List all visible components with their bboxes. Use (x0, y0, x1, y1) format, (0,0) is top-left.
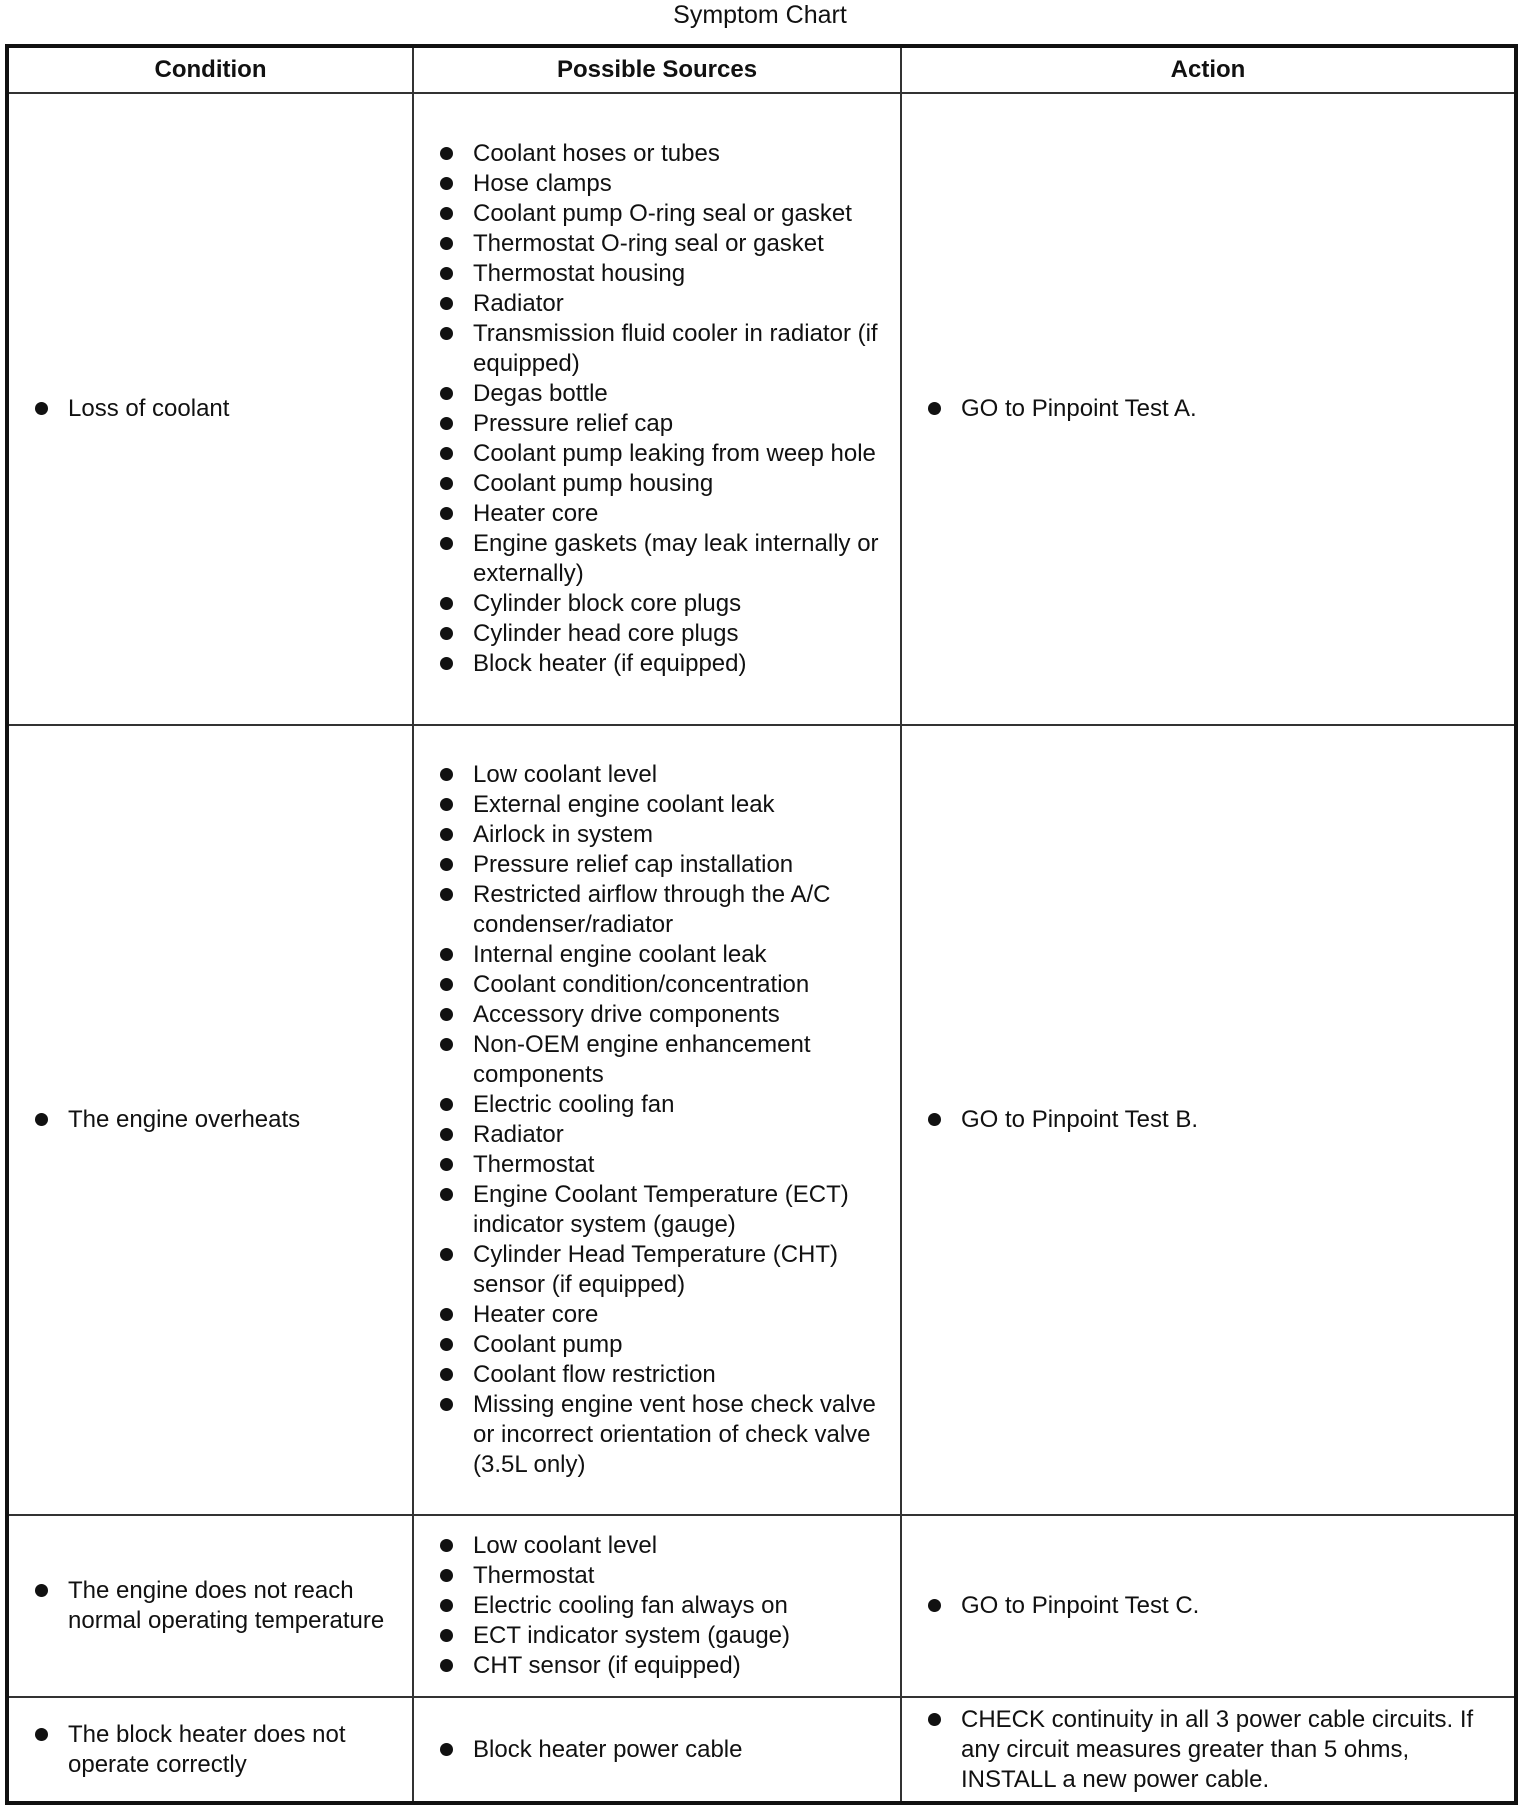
source-item: External engine coolant leak (440, 790, 892, 820)
source-item: Heater core (440, 499, 892, 529)
page-title: Symptom Chart (673, 1, 847, 29)
source-item: Coolant condition/concentration (440, 970, 892, 1000)
source-item: Engine gaskets (may leak internally or externally) (440, 529, 892, 589)
source-item: Pressure relief cap installation (440, 850, 892, 880)
action-text: GO to Pinpoint Test B. (928, 1105, 1502, 1135)
action-cell (901, 725, 1516, 1515)
table-row (7, 1697, 1516, 1803)
action-text: GO to Pinpoint Test A. (928, 394, 1502, 424)
source-item: Degas bottle (440, 379, 892, 409)
sources-cell (413, 725, 901, 1515)
sources-cell (413, 93, 901, 725)
action-cell (901, 1697, 1516, 1803)
header-action: Action (901, 46, 1516, 93)
source-item: Block heater power cable (440, 1735, 892, 1765)
source-item: Non-OEM engine enhancement components (440, 1030, 892, 1090)
source-item: Cylinder block core plugs (440, 589, 892, 619)
action-text: CHECK continuity in all 3 power cable circuits. If any circuit measures greater than 5 ohms, INSTALL a new power cable. (928, 1705, 1502, 1795)
condition-text: The engine overheats (35, 1105, 402, 1135)
source-item: Coolant pump O-ring seal or gasket (440, 199, 892, 229)
source-item: Missing engine vent hose check valve or incorrect orientation of check valve (3.5L only) (440, 1390, 892, 1480)
condition-text: Loss of coolant (35, 394, 402, 424)
source-item: Coolant pump (440, 1330, 892, 1360)
table-row (7, 725, 1516, 1515)
source-item: Radiator (440, 1120, 892, 1150)
source-item: Accessory drive components (440, 1000, 892, 1030)
condition-cell (7, 93, 413, 725)
action-cell (901, 1515, 1516, 1697)
source-item: Electric cooling fan always on (440, 1591, 892, 1621)
source-item: Heater core (440, 1300, 892, 1330)
symptom-chart-table (5, 44, 1518, 1805)
source-item: Airlock in system (440, 820, 892, 850)
source-item: Thermostat (440, 1150, 892, 1180)
source-item: Coolant pump leaking from weep hole (440, 439, 892, 469)
source-item: Electric cooling fan (440, 1090, 892, 1120)
source-item: Radiator (440, 289, 892, 319)
source-item: Pressure relief cap (440, 409, 892, 439)
condition-cell (7, 725, 413, 1515)
source-item: Restricted airflow through the A/C condenser/radiator (440, 880, 892, 940)
source-item: Thermostat housing (440, 259, 892, 289)
source-item: Block heater (if equipped) (440, 649, 892, 679)
source-item: Transmission fluid cooler in radiator (if equipped) (440, 319, 892, 379)
header-possible-sources: Possible Sources (413, 46, 901, 93)
source-item: Cylinder Head Temperature (CHT) sensor (if equipped) (440, 1240, 892, 1300)
sources-cell (413, 1697, 901, 1803)
source-item: ECT indicator system (gauge) (440, 1621, 892, 1651)
source-item: Thermostat (440, 1561, 892, 1591)
action-text: GO to Pinpoint Test C. (928, 1591, 1502, 1621)
header-row (7, 46, 1516, 93)
source-item: Cylinder head core plugs (440, 619, 892, 649)
condition-text: The block heater does not operate correctly (35, 1720, 402, 1780)
table-row (7, 93, 1516, 725)
source-item: Hose clamps (440, 169, 892, 199)
source-item: Thermostat O-ring seal or gasket (440, 229, 892, 259)
source-item: Low coolant level (440, 1531, 892, 1561)
source-item: Coolant hoses or tubes (440, 139, 892, 169)
header-condition: Condition (7, 46, 413, 93)
source-item: CHT sensor (if equipped) (440, 1651, 892, 1681)
sources-cell (413, 1515, 901, 1697)
source-item: Coolant pump housing (440, 469, 892, 499)
source-item: Engine Coolant Temperature (ECT) indicator system (gauge) (440, 1180, 892, 1240)
source-item: Coolant flow restriction (440, 1360, 892, 1390)
action-cell (901, 93, 1516, 725)
source-item: Low coolant level (440, 760, 892, 790)
source-item: Internal engine coolant leak (440, 940, 892, 970)
condition-cell (7, 1515, 413, 1697)
condition-cell (7, 1697, 413, 1803)
condition-text: The engine does not reach normal operating temperature (35, 1576, 402, 1636)
table-row (7, 1515, 1516, 1697)
